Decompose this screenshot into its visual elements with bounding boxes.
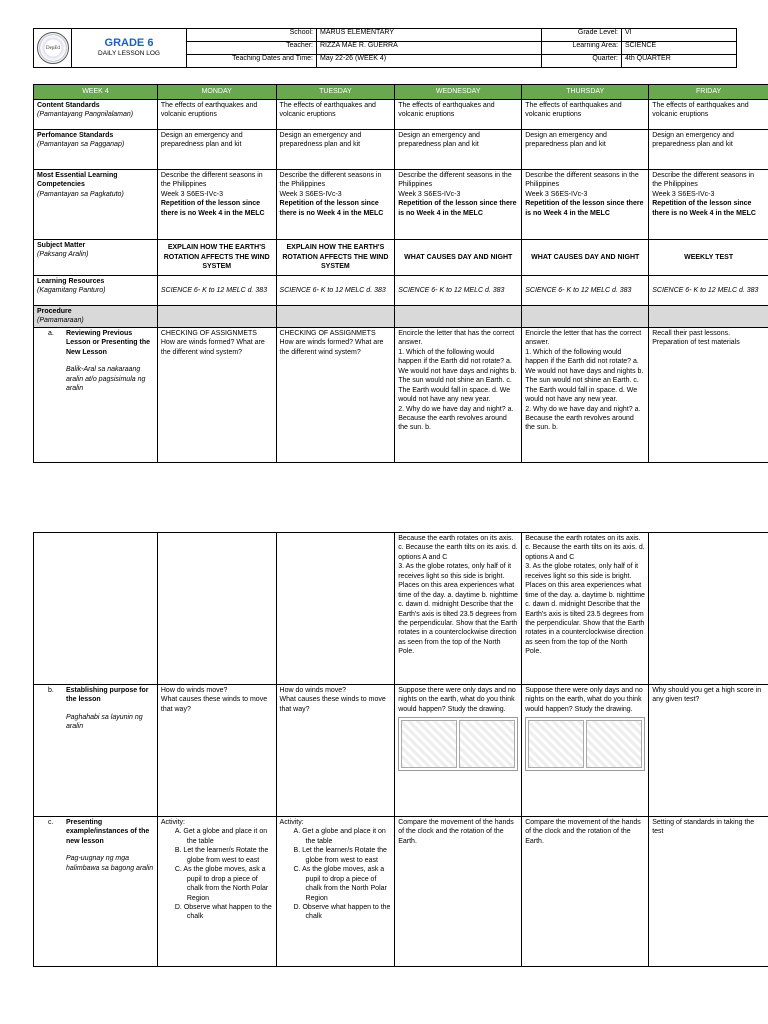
cell-friday: Design an emergency and preparedness plan and kit — [649, 130, 768, 170]
wednesday-header: WEDNESDAY — [395, 85, 522, 100]
cell-wednesday: WHAT CAUSES DAY AND NIGHT — [395, 240, 522, 276]
cell-monday: CHECKING OF ASSIGNMETS How are winds formed? What are the different wind system? — [157, 328, 276, 463]
cell-friday: SCIENCE 6- K to 12 MELC d. 383 — [649, 276, 768, 306]
row-label: Procedure (Pamamaraan) — [34, 306, 158, 328]
subject-matter-row — [34, 240, 768, 276]
cell-friday: Describe the different seasons in the Philippines Week 3 S6ES-IVc-3 Repetition of the lesson since there is no Week 4 in the MELC — [649, 170, 768, 240]
log-title: DAILY LESSON LOG — [98, 50, 160, 58]
cell-thursday: SCIENCE 6- K to 12 MELC d. 383 — [522, 276, 649, 306]
monday-header: MONDAY — [157, 85, 276, 100]
cell-wednesday: Describe the different seasons in the Philippines Week 3 S6ES-IVc-3 Repetition of the lesson since there is no Week 4 in the MELC — [395, 170, 522, 240]
cell-monday — [157, 533, 276, 685]
tuesday-header: TUESDAY — [276, 85, 395, 100]
activity-steps: A. Get a globe and place it on the table B. Let the learner/s Rotate the globe from west to east C. As the globe moves, ask a pupil to drop a piece of chalk from the North Polar Region D. Observe what happen to the chalk — [293, 828, 391, 921]
melc-row — [34, 170, 768, 240]
row-label: Learning Resources (Kagamitang Panturo) — [34, 276, 158, 306]
row-label: Perfomance Standards (Pamantayan sa Pagganap) — [34, 130, 158, 170]
row-label: Content Standards (Pamantayang Pangnilalaman) — [34, 100, 158, 130]
grade-block — [72, 29, 187, 68]
cell-monday: How do winds move? What causes these winds to move that way? — [157, 685, 276, 817]
cell-monday: SCIENCE 6- K to 12 MELC d. 383 — [157, 276, 276, 306]
cell-thursday: Because the earth rotates on its axis. c. Because the earth tilts on its axis. d. options A and C 3. As the globe rotates, only half of it receives light so this side is bright. Places on this area experiences what time of the day. a. daytime b. nighttime c. dawn d. midnight Describe that the Earth's axis is tilted 23.5 degrees from the perpendicular. Show that the Earth rotates in a counterclockwise direction as seen from the top of the North Pole. — [522, 533, 649, 685]
school-label: School: — [187, 29, 317, 42]
cell-tuesday: CHECKING OF ASSIGNMETS How are winds formed? What are the different wind system? — [276, 328, 395, 463]
day-header-row — [34, 85, 768, 100]
cell-friday: The effects of earthquakes and volcanic eruptions — [649, 100, 768, 130]
review-row — [34, 328, 768, 463]
row-label: c. Presenting example/instances of the new lesson Pag-uugnay ng mga halimbawa sa bagong aralin — [34, 817, 158, 967]
cell-wednesday: Suppose there were only days and no nights on the earth, what do you think would happen? Study the drawing. — [395, 685, 522, 817]
quarter-value: 4th QUARTER — [622, 55, 737, 68]
grade-level-label: Grade Level: — [542, 29, 622, 42]
week-header: WEEK 4 — [34, 85, 158, 100]
cell-monday: EXPLAIN HOW THE EARTH'S ROTATION AFFECTS THE WIND SYSTEM — [157, 240, 276, 276]
cell-tuesday: EXPLAIN HOW THE EARTH'S ROTATION AFFECTS THE WIND SYSTEM — [276, 240, 395, 276]
row-label: b. Establishing purpose for the lesson Paghahabi sa layunin ng aralin — [34, 685, 158, 817]
cell-wednesday: Design an emergency and preparedness plan and kit — [395, 130, 522, 170]
header-table — [33, 28, 737, 68]
cell-thursday: Describe the different seasons in the Philippines Week 3 S6ES-IVc-3 Repetition of the lesson since there is no Week 4 in the MELC — [522, 170, 649, 240]
cell-wednesday: SCIENCE 6- K to 12 MELC d. 383 — [395, 276, 522, 306]
performance-standards-row — [34, 130, 768, 170]
cell-tuesday: The effects of earthquakes and volcanic eruptions — [276, 100, 395, 130]
cell-tuesday: SCIENCE 6- K to 12 MELC d. 383 — [276, 276, 395, 306]
thursday-header: THURSDAY — [522, 85, 649, 100]
cell-thursday: The effects of earthquakes and volcanic eruptions — [522, 100, 649, 130]
day-night-drawing — [398, 717, 518, 771]
cell-tuesday: Activity: A. Get a globe and place it on the table B. Let the learner/s Rotate the globe from west to east C. As the globe moves, ask a pupil to drop a piece of chalk from the North Polar Region D. Observe what happen to the chalk — [276, 817, 395, 967]
presenting-row — [34, 817, 768, 967]
quarter-label: Quarter: — [542, 55, 622, 68]
grade-level-value: VI — [622, 29, 737, 42]
learning-resources-row — [34, 276, 768, 306]
cell-thursday — [522, 306, 649, 328]
area-label: Learning Area: — [542, 42, 622, 55]
area-value: SCIENCE — [622, 42, 737, 55]
teacher-label: Teacher: — [187, 42, 317, 55]
cell-wednesday: Encircle the letter that has the correct answer. 1. Which of the following would happen if the Earth did not rotate? a. We would not have days and nights b. The sun would not shine an Earth. c. The Earth would fall in space. d. We would not have any new year. 2. Why do we have day and night? a. Because the earth revolves around the sun. b. — [395, 328, 522, 463]
purpose-row — [34, 685, 768, 817]
review-continued-row — [34, 533, 768, 685]
cell-monday: Design an emergency and preparedness plan and kit — [157, 130, 276, 170]
school-value: MARUS ELEMENTARY — [317, 29, 542, 42]
day-night-drawing — [525, 717, 645, 771]
procedure-row — [34, 306, 768, 328]
cell-friday: Setting of standards in taking the test — [649, 817, 768, 967]
teacher-value: RIZZA MAE R. GUERRA — [317, 42, 542, 55]
content-standards-row — [34, 100, 768, 130]
cell-thursday: Suppose there were only days and no nights on the earth, what do you think would happen? Study the drawing. — [522, 685, 649, 817]
cell-friday — [649, 306, 768, 328]
cell-thursday: Encircle the letter that has the correct answer. 1. Which of the following would happen if the Earth did not rotate? a. We would not have days and nights b. The sun would not shine an Earth. c. The Earth would fall in space. d. We would not have any new year. 2. Why do we have day and night? a. Because the earth revolves around the sun. b. — [522, 328, 649, 463]
cell-monday: The effects of earthquakes and volcanic eruptions — [157, 100, 276, 130]
cell-wednesday: Compare the movement of the hands of the clock and the rotation of the Earth. — [395, 817, 522, 967]
cell-thursday: Compare the movement of the hands of the clock and the rotation of the Earth. — [522, 817, 649, 967]
cell-monday: Activity: A. Get a globe and place it on the table B. Let the learner/s Rotate the globe from west to east C. As the globe moves, ask a pupil to drop a piece of chalk from the North Polar Region D. Observe what happen to the chalk — [157, 817, 276, 967]
activity-steps: A. Get a globe and place it on the table B. Let the learner/s Rotate the globe from west to east C. As the globe moves, ask a pupil to drop a piece of chalk from the North Polar Region D. Observe what happen to the chalk — [174, 828, 272, 921]
cell-monday — [157, 306, 276, 328]
deped-logo: DepEd — [34, 29, 72, 68]
cell-tuesday: How do winds move? What causes these winds to move that way? — [276, 685, 395, 817]
friday-header: FRIDAY — [649, 85, 768, 100]
cell-friday — [649, 533, 768, 685]
row-label: Subject Matter (Paksang Aralin) — [34, 240, 158, 276]
cell-wednesday: The effects of earthquakes and volcanic eruptions — [395, 100, 522, 130]
cell-friday: WEEKLY TEST — [649, 240, 768, 276]
lesson-log-table-page2 — [33, 532, 768, 967]
cell-friday: Recall their past lessons. Preparation of test materials — [649, 328, 768, 463]
cell-wednesday — [395, 306, 522, 328]
grade-title: GRADE 6 — [104, 37, 154, 50]
cell-tuesday — [276, 306, 395, 328]
row-label: a. Reviewing Previous Lesson or Presenting the New Lesson Balik-Aral sa nakaraang aralin at/o pagsisimula ng aralin — [34, 328, 158, 463]
row-label: Most Essential Learning Competencies (Pamantayan sa Pagkatuto) — [34, 170, 158, 240]
cell-tuesday — [276, 533, 395, 685]
cell-tuesday: Design an emergency and preparedness plan and kit — [276, 130, 395, 170]
cell-wednesday: Because the earth rotates on its axis. c. Because the earth tilts on its axis. d. options A and C 3. As the globe rotates, only half of it receives light so this side is bright. Places on this area experiences what time of the day. a. daytime b. nighttime c. dawn d. midnight Describe that the Earth's axis is tilted 23.5 degrees from the perpendicular. Show that the Earth rotates in a counterclockwise direction as seen from the top of the North Pole. — [395, 533, 522, 685]
cell-friday: Why should you get a high score in any given test? — [649, 685, 768, 817]
dates-label: Teaching Dates and Time: — [187, 55, 317, 68]
cell-thursday: Design an emergency and preparedness plan and kit — [522, 130, 649, 170]
dates-value: May 22-26 (WEEK 4) — [317, 55, 542, 68]
cell-monday: Describe the different seasons in the Philippines Week 3 S6ES-IVc-3 Repetition of the lesson since there is no Week 4 in the MELC — [157, 170, 276, 240]
lesson-log-table-page1 — [33, 84, 768, 463]
cell-tuesday: Describe the different seasons in the Philippines Week 3 S6ES-IVc-3 Repetition of the lesson since there is no Week 4 in the MELC — [276, 170, 395, 240]
cell-thursday: WHAT CAUSES DAY AND NIGHT — [522, 240, 649, 276]
row-label — [34, 533, 158, 685]
